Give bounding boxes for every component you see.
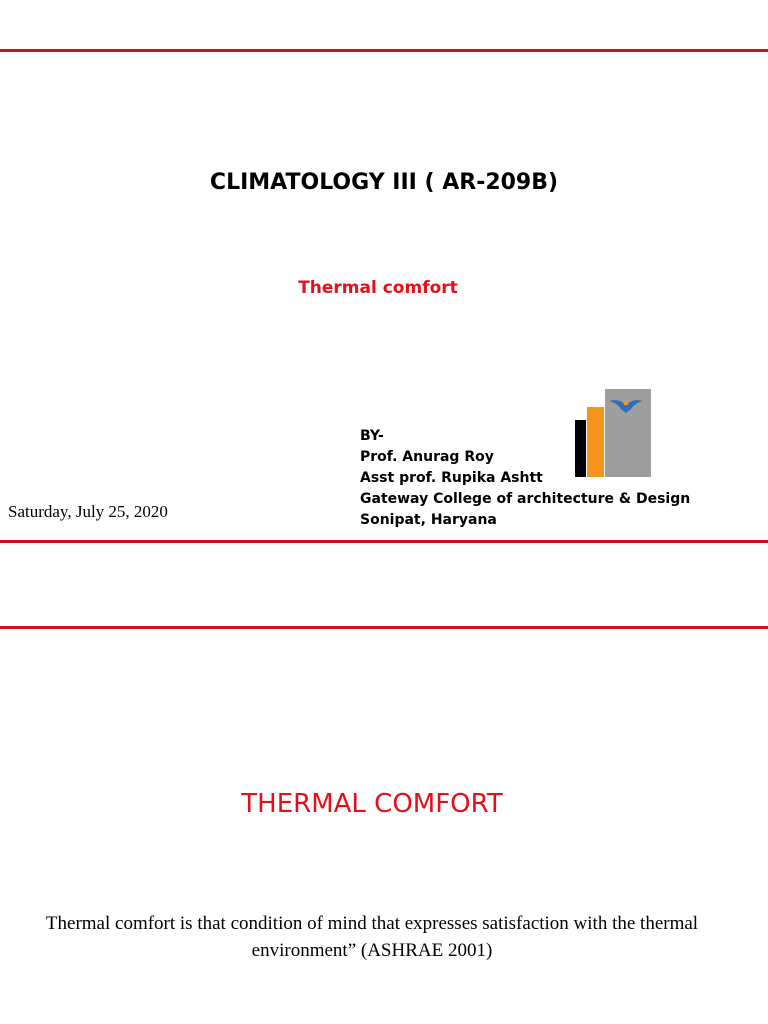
definition-text: Thermal comfort is that condition of mind that expresses satisfaction with the thermal environment” (ASHRAE 2001) (45, 913, 699, 961)
author-line: Prof. Anurag Roy (360, 449, 494, 465)
slide-date: Saturday, July 25, 2020 (8, 502, 168, 521)
logo-bird-dot (624, 401, 629, 406)
author-line: BY- (360, 428, 384, 444)
authors-block (360, 426, 690, 531)
slide1-bottom-rule (0, 540, 768, 543)
slide2-top-rule (0, 626, 768, 629)
slide1-top-rule (0, 49, 768, 52)
author-line: Gateway College of architecture & Design (360, 491, 691, 507)
slide-title: CLIMATOLOGY III ( AR-209B) (209, 170, 559, 195)
section-heading: THERMAL COMFORT (241, 789, 503, 819)
slide-subtitle: Thermal comfort (298, 278, 458, 298)
author-line: Sonipat, Haryana (360, 512, 497, 528)
author-line: Asst prof. Rupika Ashtt (360, 470, 543, 486)
